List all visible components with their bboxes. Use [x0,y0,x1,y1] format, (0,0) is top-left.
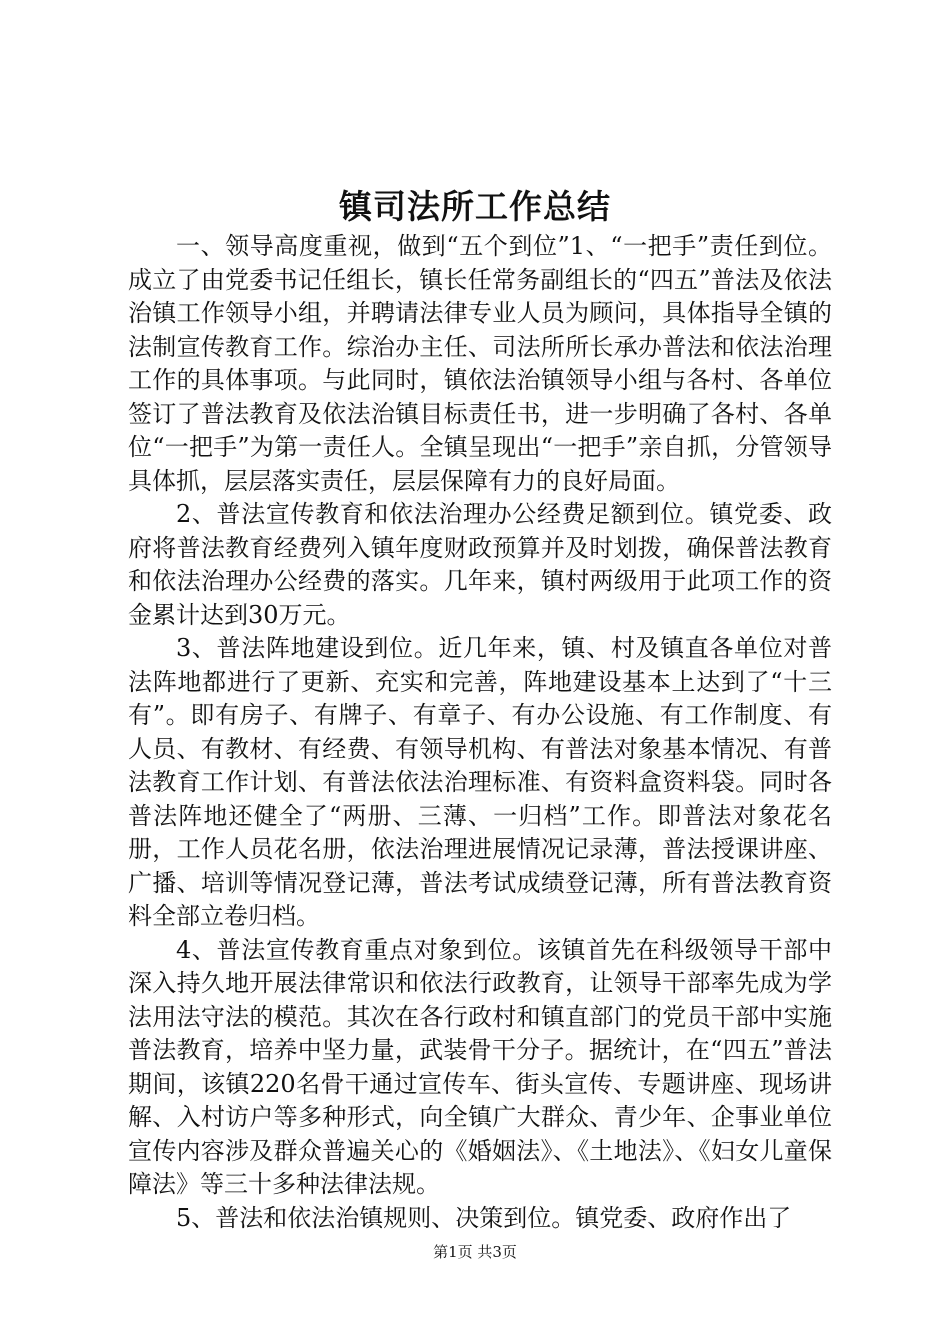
paragraph-1: 一、领导高度重视，做到“五个到位”1、“一把手”责任到位。成立了由党委书记任组长，镇长任常务副组长的“四五”普法及依法治镇工作领导小组，并聘请法律专业人员为顾问，具体指导全镇的法制宣传教育工作。综治办主任、司法所所长承办普法和依法治理工作的具体事项。与此同时，镇依法治镇领导小组与各村、各单位签订了普法教育及依法治镇目标责任书，进一步明确了各村、各单位“一把手”为第一责任人。全镇呈现出“一把手”亲自抓，分管领导具体抓，层层落实责任，层层保障有力的良好局面。 [128,232,832,495]
paragraph-3: 3、普法阵地建设到位。近几年来，镇、村及镇直各单位对普法阵地都进行了更新、充实和完善，阵地建设基本上达到了“十三有”。即有房子、有牌子、有章子、有办公设施、有工作制度、有人员、有教材、有经费、有领导机构、有普法对象基本情况、有普法教育工作计划、有普法依法治理标准、有资料盒资料袋。同时各普法阵地还健全了“两册、三薄、一归档”工作。即普法对象花名册，工作人员花名册，依法治理进展情况记录薄，普法授课讲座、广播、培训等情况登记薄，普法考试成绩登记薄，所有普法教育资料全部立卷归档。 [128,634,832,930]
page-footer: 第1页 共3页 [433,1243,517,1261]
paragraph-4: 4、普法宣传教育重点对象到位。该镇首先在科级领导干部中深入持久地开展法律常识和依法行政教育，让领导干部率先成为学法用法守法的模范。其次在各行政村和镇直部门的党员干部中实施普法教育，培养中坚力量，武装骨干分子。据统计，在“四五”普法期间，该镇220名骨干通过宣传车、街头宣传、专题讲座、现场讲解、入村访户等多种形式，向全镇广大群众、青少年、企事业单位宣传内容涉及群众普遍关心的《婚姻法》、《土地法》、《妇女儿童保障法》等三十多种法律法规。 [128,935,832,1198]
document-body [128,230,832,1235]
document-title: 镇司法所工作总结 [339,187,611,226]
paragraph-5: 5、普法和依法治镇规则、决策到位。镇党委、政府作出了 [176,1203,792,1232]
paragraph-2: 2、普法宣传教育和依法治理办公经费足额到位。镇党委、政府将普法教育经费列入镇年度财政预算并及时划拨，确保普法教育和依法治理办公经费的落实。几年来，镇村两级用于此项工作的资金累计达到30万元。 [128,500,832,629]
